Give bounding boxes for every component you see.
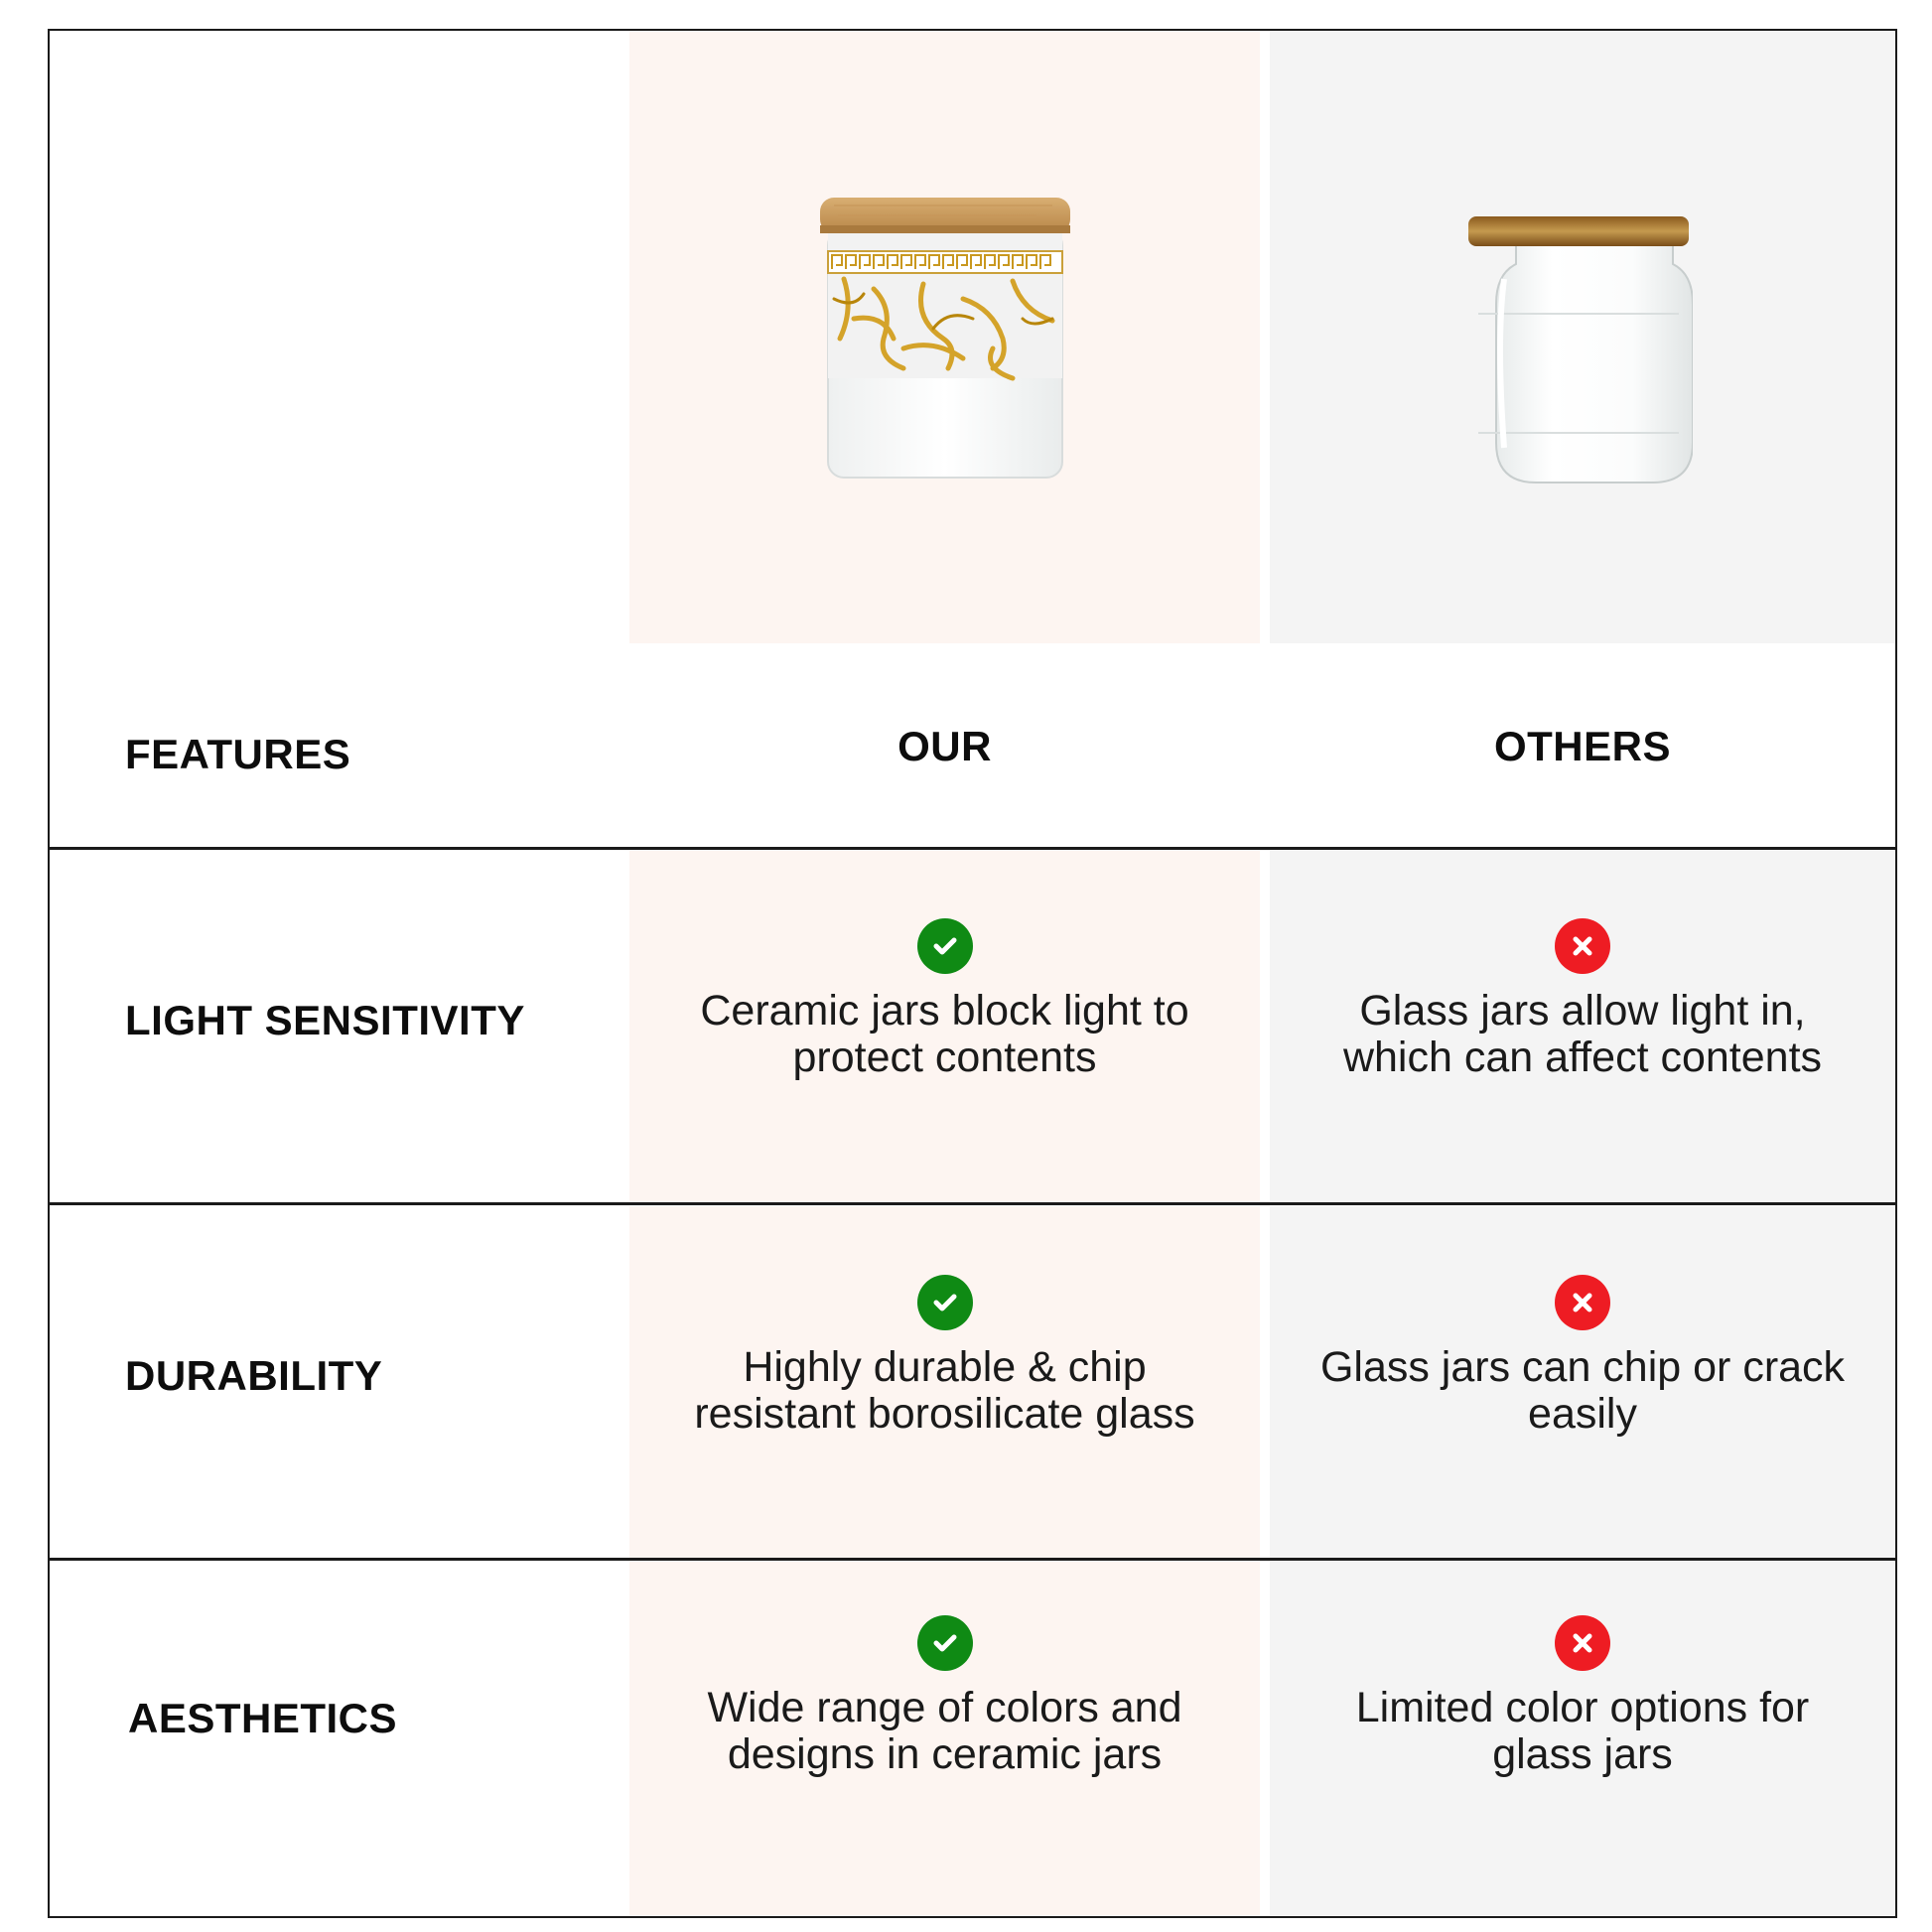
others-header: OTHERS: [1493, 723, 1671, 769]
feature-light-sensitivity: LIGHT SENSITIVITY: [125, 997, 525, 1043]
our-cell-durability: [629, 1275, 1260, 1438]
cross-icon: [1555, 918, 1610, 974]
check-icon: [917, 1615, 973, 1671]
cross-icon: [1555, 1615, 1610, 1671]
feature-durability: DURABILITY: [125, 1352, 383, 1399]
row-divider-1: [50, 1202, 1895, 1205]
row-divider-2: [50, 1558, 1895, 1561]
others-text-aesthetics: Limited color options for glass jars: [1355, 1684, 1810, 1778]
our-jar-image: [814, 190, 1072, 487]
comparison-table: [48, 29, 1897, 1918]
our-text-light-sensitivity: Ceramic jars block light to protect contents: [700, 987, 1189, 1081]
others-cell-durability: [1270, 1275, 1895, 1438]
others-jar-image: [1464, 185, 1693, 492]
header-divider: [50, 847, 1895, 850]
others-cell-light-sensitivity: [1270, 918, 1895, 1081]
our-cell-aesthetics: [629, 1615, 1260, 1778]
our-header: OUR: [897, 723, 992, 769]
others-cell-aesthetics: [1270, 1615, 1895, 1778]
others-text-light-sensitivity: Glass jars allow light in, which can affect contents: [1342, 987, 1823, 1081]
check-icon: [917, 918, 973, 974]
feature-aesthetics: AESTHETICS: [128, 1695, 398, 1741]
others-text-durability: Glass jars can chip or crack easily: [1319, 1343, 1846, 1438]
our-text-durability: Highly durable & chip resistant borosilicate glass: [694, 1343, 1195, 1438]
our-text-aesthetics: Wide range of colors and designs in ceramic jars: [707, 1684, 1182, 1778]
features-header: FEATURES: [125, 731, 351, 777]
cross-icon: [1555, 1275, 1610, 1330]
check-icon: [917, 1275, 973, 1330]
our-cell-light-sensitivity: [629, 918, 1260, 1081]
